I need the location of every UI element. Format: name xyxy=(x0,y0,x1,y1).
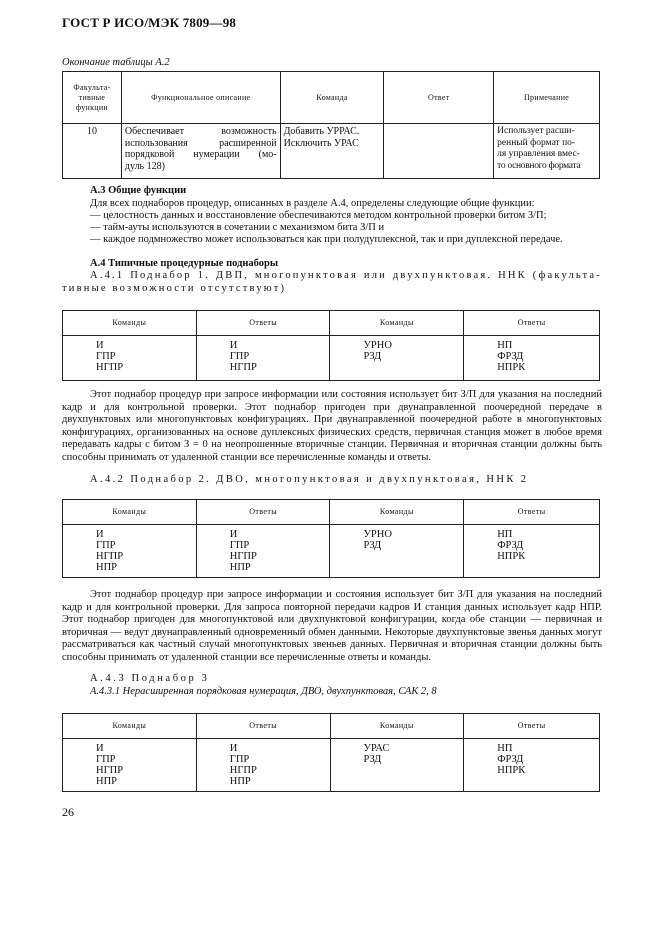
cell xyxy=(196,336,330,381)
document-header: ГОСТ Р ИСО/МЭК 7809—98 xyxy=(62,15,237,30)
cell xyxy=(464,525,600,578)
cmd-line: Исключить УРАС xyxy=(283,137,359,149)
cell-value: НГПР xyxy=(96,362,124,373)
cell-value: РЗД xyxy=(363,754,382,765)
cell-value: НГПР xyxy=(96,551,124,562)
cell-value: ГПР xyxy=(229,540,250,551)
a3-item: — тайм-ауты используются в сочетании с механизмом бита З/П и xyxy=(90,222,385,233)
cell-value: НП xyxy=(497,529,513,540)
note-line: то основного формата xyxy=(497,160,581,171)
paragraph-subset2: Этот поднабор процедур при запросе информации и состояния использует бит З/П для указания на последний кадр и для контрольной проверки. Для запроса повторной передачи кадров И станция данных использует кадр НПР. Этот поднабор пригоден для многопунктовой или двухпунктовой конфигурации, когда обе станции — первичная и вторичная — ведут двунаправленный одновременный обмен данными. Некоторые двухпунктовые звенья данных могут рассматриваться как частный случай многопунктовых звеньев данных. Первичная и вторичная станции должны быть способны принимать от удаленной станции все перечисленные ответы и команды. xyxy=(62,589,602,663)
cell-value: НПРК xyxy=(497,765,526,776)
cell-value: НПР xyxy=(96,562,118,573)
col-header: Ответы xyxy=(196,500,330,525)
table-caption: Окончание таблицы А.2 xyxy=(62,57,170,68)
table-row xyxy=(63,739,600,792)
cell-value: НГПР xyxy=(229,551,257,562)
col-header: Команда xyxy=(280,72,384,124)
cell-value: НПР xyxy=(229,776,251,787)
table-row xyxy=(63,525,600,578)
col-header: Ответы xyxy=(464,500,600,525)
cell-value: УРАС xyxy=(363,743,390,754)
subset3-heading: А.4.3 Поднабор 3 xyxy=(90,673,210,684)
note-line: ля управления вмес- xyxy=(497,149,580,159)
desc-line: порядковой нумерации (мо- xyxy=(124,149,277,160)
commands-table-2 xyxy=(62,499,600,578)
table-a2 xyxy=(62,71,600,179)
note-line: ренный формат по- xyxy=(497,137,576,148)
commands-table-3 xyxy=(62,713,600,792)
cell xyxy=(330,739,464,792)
col-header: Команды xyxy=(63,311,197,336)
cell-value: НГПР xyxy=(229,765,257,776)
row-number: 10 xyxy=(63,124,122,179)
cell-value: УРНО xyxy=(363,340,392,351)
cell-value: ГПР xyxy=(96,351,116,362)
cmd-line: Добавить УРРАС. xyxy=(283,126,360,137)
section-title-a4: А.4 Типичные процедурные поднаборы xyxy=(90,258,279,269)
cell-value: ФРЗД xyxy=(497,754,524,765)
col-header: Команды xyxy=(330,500,464,525)
col-header: Команды xyxy=(330,311,464,336)
cell-value: РЗД xyxy=(363,351,382,362)
a3-item: — каждое подмножество может использоваться как при полудуплексной, так и при дуплексной передаче. xyxy=(90,234,563,245)
cell-value: НПРК xyxy=(497,551,526,562)
col-header: Ответы xyxy=(196,714,330,739)
cell-value: НГПР xyxy=(229,362,257,373)
cell-value: НПР xyxy=(229,562,251,573)
table-row xyxy=(63,336,600,381)
cell-value: НПР xyxy=(96,776,118,787)
subset2-heading: А.4.2 Поднабор 2. ДВО, многопунктовая и двухпунктовая, ННК 2 xyxy=(90,474,529,485)
cell-value: И xyxy=(96,529,104,540)
cell-value: НПРК xyxy=(497,362,526,373)
cell xyxy=(330,336,464,381)
cell-value: ГПР xyxy=(96,540,116,551)
note-line: Использует расши- xyxy=(497,126,575,136)
col-header: Ответы xyxy=(196,311,330,336)
cell-value: ГПР xyxy=(229,351,250,362)
cell-value: ФРЗД xyxy=(497,540,524,551)
row-answer xyxy=(384,124,494,179)
cell xyxy=(196,525,330,578)
a3-item: — целостность данных и восстановление обеспечиваются методом контрольной проверки битом З/П; xyxy=(90,210,547,221)
desc-line: Обеспечивает возможность xyxy=(124,126,277,137)
cell-value: И xyxy=(229,529,238,540)
cell-value: И xyxy=(229,340,238,351)
row-command xyxy=(280,124,384,179)
col-header: Команды xyxy=(63,714,197,739)
desc-line: использования расширенной xyxy=(124,137,277,149)
cell xyxy=(196,739,330,792)
col-header: Ответы xyxy=(464,714,600,739)
row-note xyxy=(494,124,600,179)
col-header: Команды xyxy=(63,500,197,525)
subset1-heading: А.4.1 Поднабор 1. ДВП, многопунктовая или двухпунктовая. ННК (факульта-тивные возможности отсутствуют) xyxy=(62,270,602,294)
paragraph-subset1: Этот поднабор процедур при запросе информации или состояния использует бит З/П для указания на последний кадр и для контрольной проверки. Этот поднабор пригоден при двунаправленной поочередной передаче в двухпунктовых или многопунктовых конфигурациях. При двунаправленной поочередной работе в многопунктовых конфигурациях, организованных на основе дуплексных физических средств, первичная станция может в любое время передавать кадры с битом З = 0 на неопрошенные вторичные станции. Первичная и вторичная станции должны быть способны принимать от удаленной станции все перечисленные команды и ответы. xyxy=(62,389,602,463)
cell xyxy=(464,336,600,381)
page-number: 26 xyxy=(62,805,74,819)
col-header: Ответы xyxy=(464,311,600,336)
col-header: Ответ xyxy=(384,72,494,124)
cell xyxy=(63,336,197,381)
subset31-heading: А.4.3.1 Нерасширенная порядковая нумерация, ДВО, двухпунктовая, САК 2, 8 xyxy=(90,686,437,697)
cell-value: ГПР xyxy=(96,754,116,765)
commands-table-1 xyxy=(62,310,600,381)
a3-intro: Для всех поднаборов процедур, описанных в разделе А.4, определены следующие общие функции: xyxy=(90,198,535,209)
cell-value: НГПР xyxy=(96,765,124,776)
cell-value: ГПР xyxy=(229,754,250,765)
cell xyxy=(330,525,464,578)
cell-value: НП xyxy=(497,743,513,754)
cell xyxy=(63,525,197,578)
col-header: Команды xyxy=(330,714,464,739)
col-header: Функциональное описание xyxy=(121,72,280,124)
col-header: Примечание xyxy=(494,72,600,124)
cell-value: И xyxy=(229,743,238,754)
desc-line: дуль 128) xyxy=(124,160,165,172)
cell xyxy=(63,739,197,792)
cell-value: И xyxy=(96,743,104,754)
cell-value: УРНО xyxy=(363,529,392,540)
cell-value: НП xyxy=(497,340,513,351)
cell-value: ФРЗД xyxy=(497,351,524,362)
section-title-a3: А.3 Общие функции xyxy=(90,185,187,196)
col-header: Факульта- тивные функции xyxy=(63,72,122,124)
cell-value: РЗД xyxy=(363,540,382,551)
table-row xyxy=(63,124,600,179)
cell-value: И xyxy=(96,340,104,351)
cell xyxy=(464,739,600,792)
row-description xyxy=(121,124,280,179)
